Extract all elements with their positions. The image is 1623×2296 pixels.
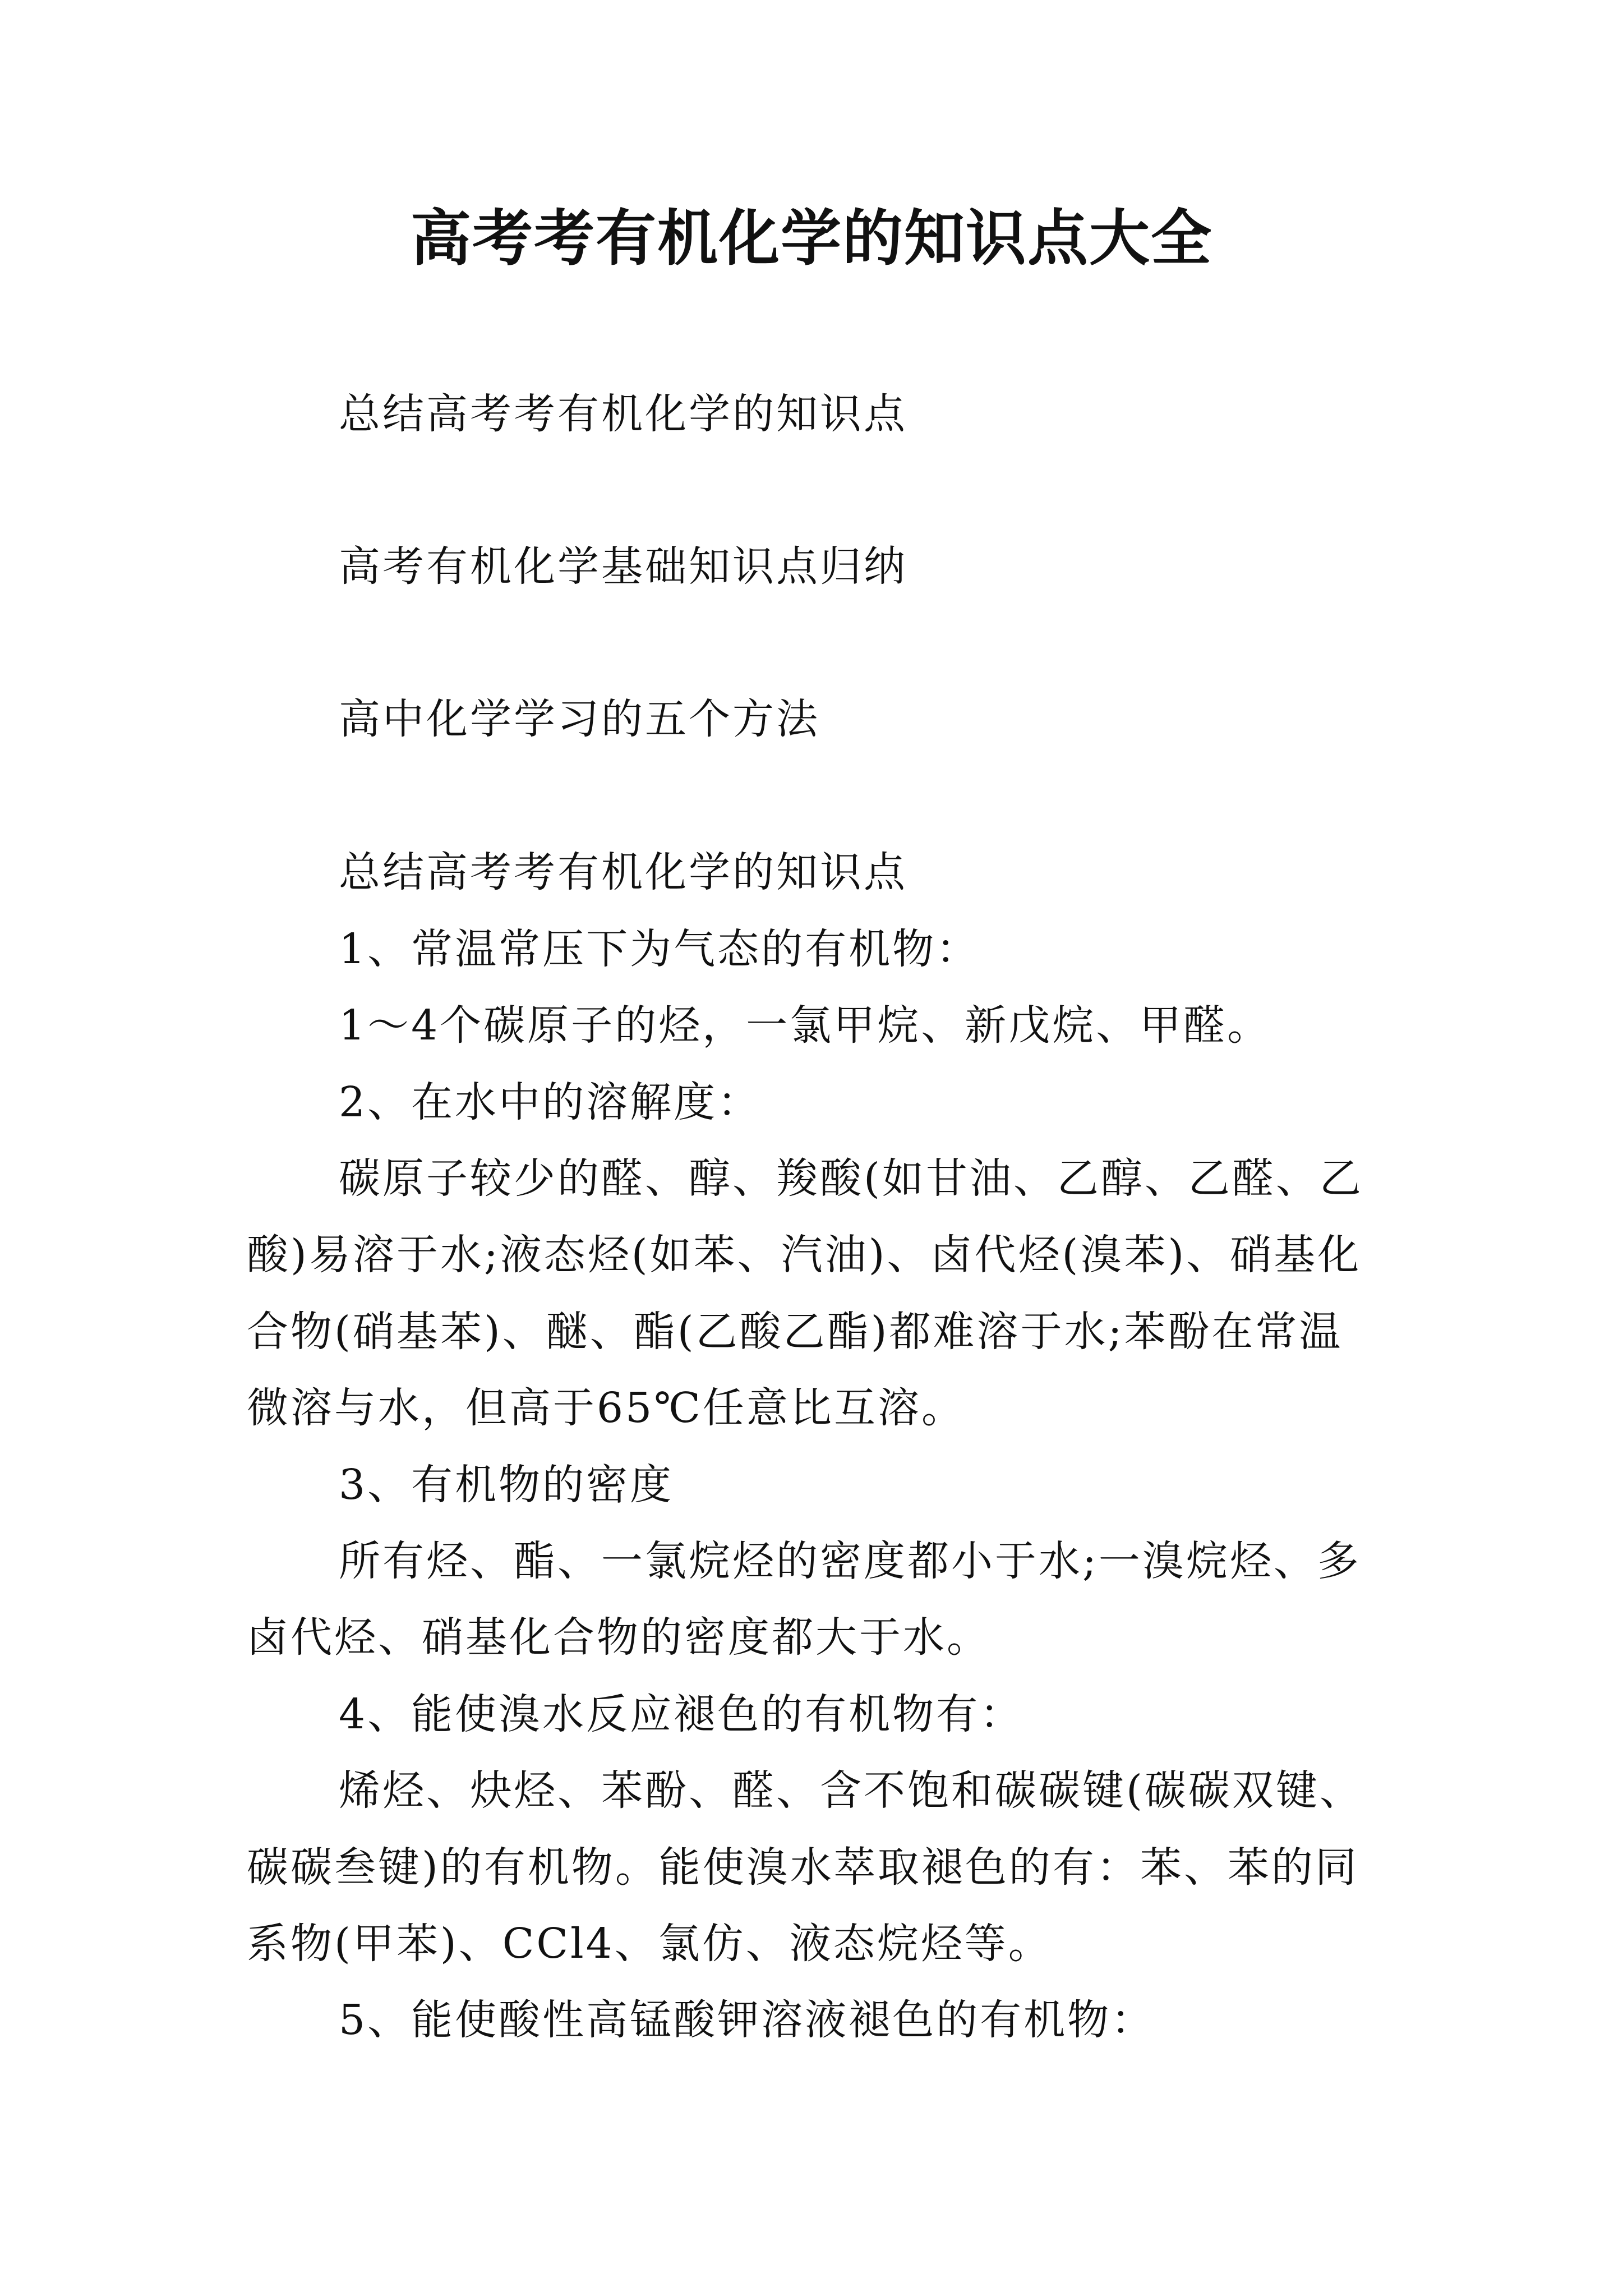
section-heading: 总结高考考有机化学的知识点 bbox=[339, 848, 907, 896]
item-1-heading: 1、常温常压下为气态的有机物： bbox=[339, 925, 980, 973]
item-3-text-line-1: 所有烃、酯、一氯烷烃的密度都小于水;一溴烷烃、多 bbox=[339, 1537, 1361, 1585]
toc-item-3: 高中化学学习的五个方法 bbox=[339, 695, 820, 743]
item-1-text: 1～4个碳原子的烃，一氯甲烷、新戊烷、甲醛。 bbox=[339, 1001, 1271, 1050]
item-2-heading: 2、在水中的溶解度： bbox=[339, 1078, 762, 1126]
item-2-text-line-4: 微溶与水，但高于65℃任意比互溶。 bbox=[247, 1384, 965, 1432]
item-4-text-line-3: 系物(甲苯)、CCl4、氯仿、液态烷烃等。 bbox=[247, 1920, 1052, 1968]
item-2-text-line-3: 合物(硝基苯)、醚、酯(乙酸乙酯)都难溶于水;苯酚在常温 bbox=[247, 1308, 1343, 1356]
item-2-text-line-1: 碳原子较少的醛、醇、羧酸(如甘油、乙醇、乙醛、乙 bbox=[339, 1154, 1363, 1203]
item-3-heading: 3、有机物的密度 bbox=[339, 1461, 674, 1509]
item-4-heading: 4、能使溴水反应褪色的有机物有： bbox=[339, 1690, 1024, 1738]
item-5-heading: 5、能使酸性高锰酸钾溶液褪色的有机物： bbox=[339, 1996, 1155, 2044]
toc-item-2: 高考有机化学基础知识点归纳 bbox=[339, 542, 907, 591]
item-3-text-line-2: 卤代烃、硝基化合物的密度都大于水。 bbox=[247, 1613, 990, 1662]
document-title: 高考考有机化学的知识点大全 bbox=[410, 203, 1212, 274]
toc-item-1: 总结高考考有机化学的知识点 bbox=[339, 390, 907, 438]
item-4-text-line-1: 烯烃、炔烃、苯酚、醛、含不饱和碳碳键(碳碳双键、 bbox=[339, 1766, 1363, 1815]
item-2-text-line-2: 酸)易溶于水;液态烃(如苯、汽油)、卤代烃(溴苯)、硝基化 bbox=[247, 1231, 1362, 1279]
item-4-text-line-2: 碳碳叁键)的有机物。能使溴水萃取褪色的有：苯、苯的同 bbox=[247, 1843, 1359, 1892]
